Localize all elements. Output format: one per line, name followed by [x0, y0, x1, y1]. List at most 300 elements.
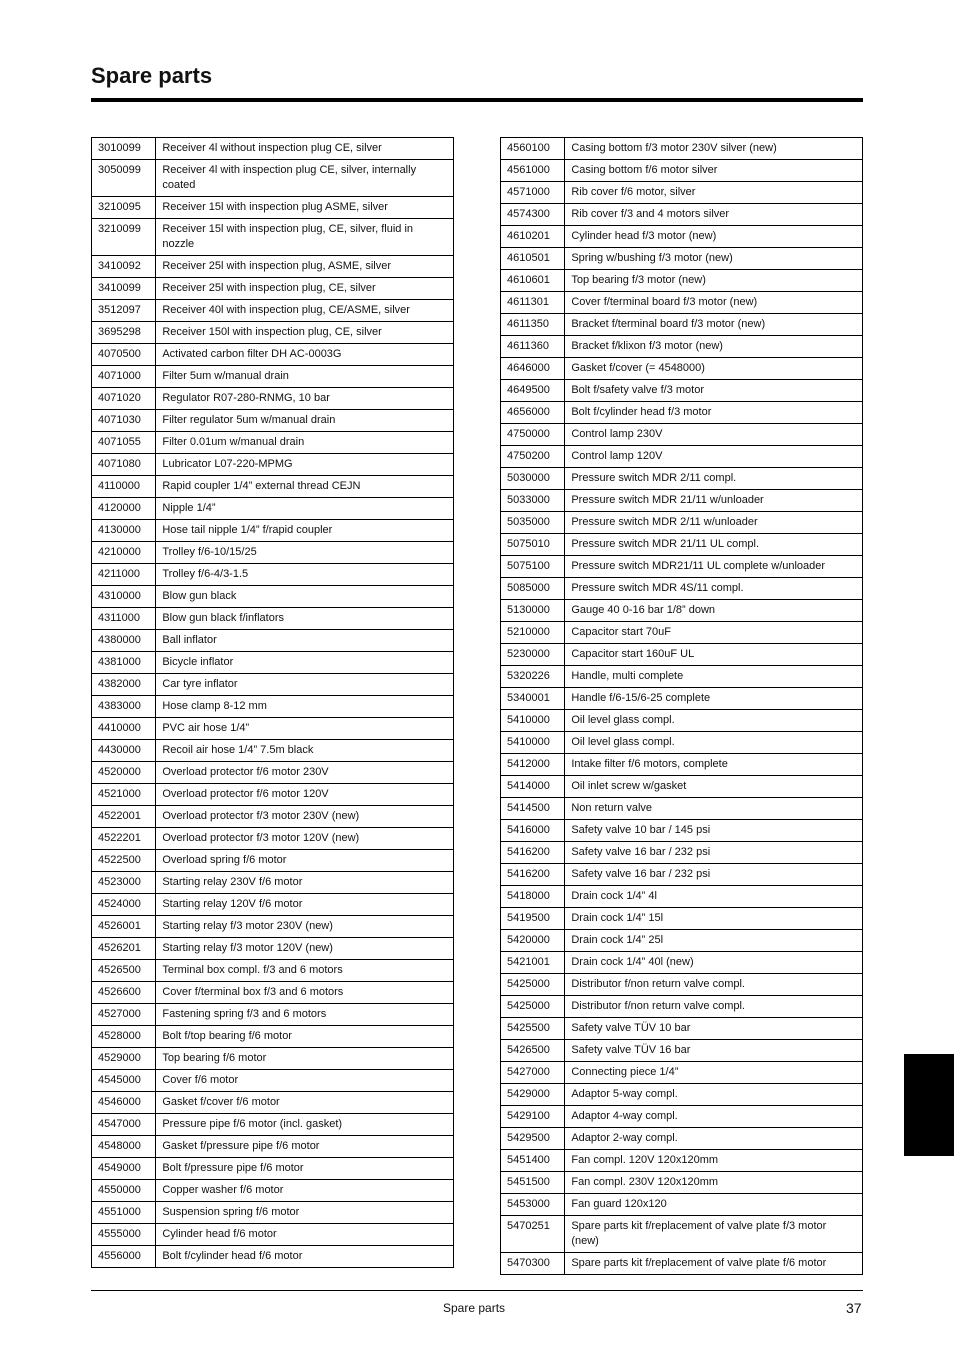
part-description: Gasket f/cover (= 4548000): [565, 358, 863, 380]
part-number: 4527000: [92, 1004, 156, 1026]
table-row: [501, 1172, 863, 1194]
part-number: 4430000: [92, 740, 156, 762]
parts-table-right: [500, 137, 863, 1275]
part-number: 5416200: [501, 864, 565, 886]
part-number: 4571000: [501, 182, 565, 204]
part-description: PVC air hose 1/4”: [156, 718, 454, 740]
part-description: Pressure switch MDR 2/11 compl.: [565, 468, 863, 490]
part-number: 3512097: [92, 300, 156, 322]
part-number: 4555000: [92, 1224, 156, 1246]
table-row: [501, 512, 863, 534]
table-row: [501, 204, 863, 226]
part-number: 3050099: [92, 160, 156, 197]
table-row: [501, 864, 863, 886]
table-row: [92, 432, 454, 454]
part-description: Gauge 40 0-16 bar 1/8” down: [565, 600, 863, 622]
table-row: [501, 270, 863, 292]
part-number: 5421001: [501, 952, 565, 974]
part-number: 5418000: [501, 886, 565, 908]
part-number: 4649500: [501, 380, 565, 402]
part-description: Capacitor start 70uF: [565, 622, 863, 644]
table-row: [92, 982, 454, 1004]
table-row: [92, 1136, 454, 1158]
part-number: 4526001: [92, 916, 156, 938]
table-row: [92, 256, 454, 278]
table-row: [501, 930, 863, 952]
part-number: 5414000: [501, 776, 565, 798]
table-row: [92, 520, 454, 542]
part-description: Control lamp 230V: [565, 424, 863, 446]
part-description: Handle, multi complete: [565, 666, 863, 688]
part-description: Rib cover f/3 and 4 motors silver: [565, 204, 863, 226]
part-description: Safety valve TÜV 10 bar: [565, 1018, 863, 1040]
table-row: [92, 1070, 454, 1092]
part-description: Starting relay 230V f/6 motor: [156, 872, 454, 894]
part-description: Pressure pipe f/6 motor (incl. gasket): [156, 1114, 454, 1136]
table-row: [501, 182, 863, 204]
part-description: Drain cock 1/4” 40l (new): [565, 952, 863, 974]
part-description: Receiver 25l with inspection plug, CE, silver: [156, 278, 454, 300]
part-number: 5030000: [501, 468, 565, 490]
part-description: Safety valve 16 bar / 232 psi: [565, 864, 863, 886]
table-row: [501, 600, 863, 622]
part-description: Pressure switch MDR 21/11 w/unloader: [565, 490, 863, 512]
table-row: [501, 402, 863, 424]
part-description: Bolt f/cylinder head f/6 motor: [156, 1246, 454, 1268]
part-number: 5033000: [501, 490, 565, 512]
table-row: [501, 578, 863, 600]
part-number: 3410092: [92, 256, 156, 278]
table-row: [92, 806, 454, 828]
part-number: 5425500: [501, 1018, 565, 1040]
part-number: 5340001: [501, 688, 565, 710]
part-number: 5035000: [501, 512, 565, 534]
part-description: Suspension spring f/6 motor: [156, 1202, 454, 1224]
table-row: [501, 534, 863, 556]
part-number: 4550000: [92, 1180, 156, 1202]
part-description: Recoil air hose 1/4” 7.5m black: [156, 740, 454, 762]
table-row: [92, 960, 454, 982]
part-description: Intake filter f/6 motors, complete: [565, 754, 863, 776]
table-row: [501, 798, 863, 820]
part-number: 4556000: [92, 1246, 156, 1268]
table-row: [501, 556, 863, 578]
table-row: [501, 754, 863, 776]
table-row: [92, 784, 454, 806]
part-number: 4610501: [501, 248, 565, 270]
part-number: 4520000: [92, 762, 156, 784]
table-row: [92, 872, 454, 894]
part-number: 5427000: [501, 1062, 565, 1084]
table-row: [501, 336, 863, 358]
part-description: Filter 5um w/manual drain: [156, 366, 454, 388]
table-row: [501, 1150, 863, 1172]
part-number: 4548000: [92, 1136, 156, 1158]
table-row: [92, 1224, 454, 1246]
part-number: 5416200: [501, 842, 565, 864]
part-description: Fan compl. 230V 120x120mm: [565, 1172, 863, 1194]
part-number: 4546000: [92, 1092, 156, 1114]
part-description: Receiver 15l with inspection plug ASME, silver: [156, 197, 454, 219]
part-description: Overload spring f/6 motor: [156, 850, 454, 872]
part-description: Lubricator L07-220-MPMG: [156, 454, 454, 476]
part-description: Activated carbon filter DH AC-0003G: [156, 344, 454, 366]
part-description: Starting relay f/3 motor 230V (new): [156, 916, 454, 938]
section-tab-marker: [904, 1054, 954, 1156]
table-row: [501, 1084, 863, 1106]
page-number: 37: [846, 1300, 862, 1316]
part-description: Oil inlet screw w/gasket: [565, 776, 863, 798]
part-description: Car tyre inflator: [156, 674, 454, 696]
part-description: Cover f/terminal box f/3 and 6 motors: [156, 982, 454, 1004]
part-description: Distributor f/non return valve compl.: [565, 974, 863, 996]
parts-table-right-body: [501, 138, 863, 1275]
table-row: [92, 542, 454, 564]
part-description: Bolt f/pressure pipe f/6 motor: [156, 1158, 454, 1180]
part-number: 5429100: [501, 1106, 565, 1128]
part-number: 5414500: [501, 798, 565, 820]
part-description: Overload protector f/3 motor 120V (new): [156, 828, 454, 850]
part-number: 4071020: [92, 388, 156, 410]
part-description: Gasket f/cover f/6 motor: [156, 1092, 454, 1114]
table-row: [92, 740, 454, 762]
table-row: [92, 1048, 454, 1070]
table-row: [501, 314, 863, 336]
part-description: Filter regulator 5um w/manual drain: [156, 410, 454, 432]
part-number: 4071030: [92, 410, 156, 432]
part-number: 4522201: [92, 828, 156, 850]
table-row: [92, 454, 454, 476]
table-row: [501, 1194, 863, 1216]
part-number: 4528000: [92, 1026, 156, 1048]
part-description: Gasket f/pressure pipe f/6 motor: [156, 1136, 454, 1158]
part-number: 5130000: [501, 600, 565, 622]
part-number: 5420000: [501, 930, 565, 952]
part-number: 4656000: [501, 402, 565, 424]
part-description: Spare parts kit f/replacement of valve plate f/6 motor: [565, 1253, 863, 1275]
part-number: 4210000: [92, 542, 156, 564]
part-number: 4646000: [501, 358, 565, 380]
part-description: Drain cock 1/4” 15l: [565, 908, 863, 930]
part-description: Pressure switch MDR 4S/11 compl.: [565, 578, 863, 600]
part-description: Receiver 40l with inspection plug, CE/ASME, silver: [156, 300, 454, 322]
part-number: 4526500: [92, 960, 156, 982]
table-row: [501, 622, 863, 644]
part-description: Pressure switch MDR21/11 UL complete w/unloader: [565, 556, 863, 578]
part-description: Fastening spring f/3 and 6 motors: [156, 1004, 454, 1026]
part-description: Oil level glass compl.: [565, 710, 863, 732]
part-number: 4611350: [501, 314, 565, 336]
part-description: Blow gun black: [156, 586, 454, 608]
part-number: 5451500: [501, 1172, 565, 1194]
part-number: 5453000: [501, 1194, 565, 1216]
part-description: Copper washer f/6 motor: [156, 1180, 454, 1202]
part-description: Nipple 1/4”: [156, 498, 454, 520]
parts-table-left: [91, 137, 454, 1268]
part-description: Connecting piece 1/4”: [565, 1062, 863, 1084]
part-number: 4381000: [92, 652, 156, 674]
table-row: [92, 138, 454, 160]
table-row: [501, 776, 863, 798]
table-row: [501, 842, 863, 864]
part-description: Overload protector f/6 motor 230V: [156, 762, 454, 784]
table-row: [92, 718, 454, 740]
table-row: [501, 380, 863, 402]
part-number: 5426500: [501, 1040, 565, 1062]
part-number: 5470300: [501, 1253, 565, 1275]
part-number: 5085000: [501, 578, 565, 600]
page-title: Spare parts: [91, 63, 213, 88]
part-description: Bolt f/top bearing f/6 motor: [156, 1026, 454, 1048]
part-description: Top bearing f/6 motor: [156, 1048, 454, 1070]
table-row: [92, 564, 454, 586]
part-number: 3210095: [92, 197, 156, 219]
table-row: [501, 160, 863, 182]
table-row: [92, 762, 454, 784]
table-row: [501, 908, 863, 930]
table-row: [501, 710, 863, 732]
part-description: Trolley f/6-4/3-1.5: [156, 564, 454, 586]
part-number: 4610201: [501, 226, 565, 248]
part-description: Drain cock 1/4” 4l: [565, 886, 863, 908]
part-number: 5230000: [501, 644, 565, 666]
part-description: Casing bottom f/3 motor 230V silver (new): [565, 138, 863, 160]
part-description: Hose clamp 8-12 mm: [156, 696, 454, 718]
part-number: 4526201: [92, 938, 156, 960]
part-number: 4120000: [92, 498, 156, 520]
part-number: 5416000: [501, 820, 565, 842]
part-description: Bolt f/safety valve f/3 motor: [565, 380, 863, 402]
part-description: Receiver 15l with inspection plug, CE, silver, fluid in nozzle: [156, 219, 454, 256]
table-row: [501, 226, 863, 248]
table-row: [501, 292, 863, 314]
table-row: [501, 1106, 863, 1128]
table-row: [501, 820, 863, 842]
part-description: Distributor f/non return valve compl.: [565, 996, 863, 1018]
part-description: Bolt f/cylinder head f/3 motor: [565, 402, 863, 424]
part-description: Filter 0.01um w/manual drain: [156, 432, 454, 454]
part-number: 4524000: [92, 894, 156, 916]
part-description: Casing bottom f/6 motor silver: [565, 160, 863, 182]
part-number: 4071055: [92, 432, 156, 454]
part-description: Starting relay f/3 motor 120V (new): [156, 938, 454, 960]
part-description: Fan compl. 120V 120x120mm: [565, 1150, 863, 1172]
part-number: 4750200: [501, 446, 565, 468]
table-row: [501, 424, 863, 446]
part-number: 5425000: [501, 974, 565, 996]
table-row: [501, 1040, 863, 1062]
part-description: Ball inflator: [156, 630, 454, 652]
part-description: Non return valve: [565, 798, 863, 820]
table-row: [501, 666, 863, 688]
part-number: 4549000: [92, 1158, 156, 1180]
part-number: 4310000: [92, 586, 156, 608]
table-row: [92, 1180, 454, 1202]
part-description: Oil level glass compl.: [565, 732, 863, 754]
part-description: Cylinder head f/6 motor: [156, 1224, 454, 1246]
part-description: Safety valve 10 bar / 145 psi: [565, 820, 863, 842]
table-row: [501, 688, 863, 710]
table-row: [92, 586, 454, 608]
part-number: 3410099: [92, 278, 156, 300]
parts-table-left-body: [92, 138, 454, 1268]
table-row: [92, 828, 454, 850]
part-description: Adaptor 2-way compl.: [565, 1128, 863, 1150]
table-row: [501, 1018, 863, 1040]
part-number: 3695298: [92, 322, 156, 344]
table-row: [501, 1128, 863, 1150]
part-number: 4574300: [501, 204, 565, 226]
table-row: [92, 674, 454, 696]
part-description: Cylinder head f/3 motor (new): [565, 226, 863, 248]
part-description: Hose tail nipple 1/4” f/rapid coupler: [156, 520, 454, 542]
part-number: 4522500: [92, 850, 156, 872]
table-row: [92, 916, 454, 938]
table-row: [501, 1253, 863, 1275]
part-number: 4610601: [501, 270, 565, 292]
part-number: 4382000: [92, 674, 156, 696]
table-row: [92, 1092, 454, 1114]
table-row: [92, 160, 454, 197]
part-number: 4545000: [92, 1070, 156, 1092]
table-row: [92, 696, 454, 718]
part-number: 4551000: [92, 1202, 156, 1224]
footer-label: Spare parts: [443, 1301, 506, 1315]
part-description: Rib cover f/6 motor, silver: [565, 182, 863, 204]
part-number: 5410000: [501, 710, 565, 732]
title-rule: [91, 98, 863, 102]
table-row: [501, 886, 863, 908]
table-row: [92, 1026, 454, 1048]
table-row: [501, 490, 863, 512]
part-number: 4750000: [501, 424, 565, 446]
table-row: [92, 278, 454, 300]
part-number: 5075100: [501, 556, 565, 578]
part-description: Receiver 150l with inspection plug, CE, silver: [156, 322, 454, 344]
table-row: [501, 732, 863, 754]
part-number: 3010099: [92, 138, 156, 160]
part-number: 4070500: [92, 344, 156, 366]
table-row: [92, 410, 454, 432]
table-row: [501, 138, 863, 160]
table-row: [501, 996, 863, 1018]
part-number: 5425000: [501, 996, 565, 1018]
part-description: Spare parts kit f/replacement of valve plate f/3 motor (new): [565, 1216, 863, 1253]
table-row: [92, 344, 454, 366]
table-row: [92, 322, 454, 344]
table-row: [92, 1202, 454, 1224]
part-description: Regulator R07-280-RNMG, 10 bar: [156, 388, 454, 410]
table-row: [92, 938, 454, 960]
part-number: 5412000: [501, 754, 565, 776]
part-description: Bracket f/klixon f/3 motor (new): [565, 336, 863, 358]
part-description: Handle f/6-15/6-25 complete: [565, 688, 863, 710]
part-number: 5320226: [501, 666, 565, 688]
part-number: 4071080: [92, 454, 156, 476]
part-number: 4561000: [501, 160, 565, 182]
part-description: Trolley f/6-10/15/25: [156, 542, 454, 564]
table-row: [92, 197, 454, 219]
table-row: [501, 952, 863, 974]
table-row: [92, 388, 454, 410]
part-description: Blow gun black f/inflators: [156, 608, 454, 630]
part-description: Top bearing f/3 motor (new): [565, 270, 863, 292]
table-row: [501, 974, 863, 996]
part-number: 4560100: [501, 138, 565, 160]
part-number: 4523000: [92, 872, 156, 894]
part-number: 3210099: [92, 219, 156, 256]
part-description: Fan guard 120x120: [565, 1194, 863, 1216]
table-row: [92, 850, 454, 872]
part-description: Bicycle inflator: [156, 652, 454, 674]
table-row: [501, 1216, 863, 1253]
part-description: Safety valve TÜV 16 bar: [565, 1040, 863, 1062]
part-description: Drain cock 1/4” 25l: [565, 930, 863, 952]
table-row: [92, 894, 454, 916]
part-number: 5210000: [501, 622, 565, 644]
part-number: 4071000: [92, 366, 156, 388]
part-number: 4211000: [92, 564, 156, 586]
table-row: [92, 630, 454, 652]
part-number: 4410000: [92, 718, 156, 740]
table-row: [92, 219, 454, 256]
part-number: 5470251: [501, 1216, 565, 1253]
part-number: 4611360: [501, 336, 565, 358]
part-description: Pressure switch MDR 2/11 w/unloader: [565, 512, 863, 534]
part-description: Pressure switch MDR 21/11 UL compl.: [565, 534, 863, 556]
part-number: 4547000: [92, 1114, 156, 1136]
table-row: [501, 358, 863, 380]
part-number: 4130000: [92, 520, 156, 542]
part-description: Overload protector f/3 motor 230V (new): [156, 806, 454, 828]
part-number: 4529000: [92, 1048, 156, 1070]
part-description: Spring w/bushing f/3 motor (new): [565, 248, 863, 270]
part-number: 5075010: [501, 534, 565, 556]
table-row: [92, 1114, 454, 1136]
part-number: 5429500: [501, 1128, 565, 1150]
part-number: 4110000: [92, 476, 156, 498]
part-description: Terminal box compl. f/3 and 6 motors: [156, 960, 454, 982]
footer-rule: [91, 1290, 863, 1291]
part-number: 4521000: [92, 784, 156, 806]
part-number: 5429000: [501, 1084, 565, 1106]
table-row: [92, 300, 454, 322]
part-number: 4526600: [92, 982, 156, 1004]
part-description: Safety valve 16 bar / 232 psi: [565, 842, 863, 864]
part-description: Cover f/6 motor: [156, 1070, 454, 1092]
table-row: [92, 1158, 454, 1180]
table-row: [92, 1246, 454, 1268]
part-number: 5451400: [501, 1150, 565, 1172]
part-description: Rapid coupler 1/4” external thread CEJN: [156, 476, 454, 498]
part-description: Bracket f/terminal board f/3 motor (new): [565, 314, 863, 336]
table-row: [92, 1004, 454, 1026]
table-row: [501, 1062, 863, 1084]
table-row: [92, 608, 454, 630]
part-description: Receiver 4l with inspection plug CE, silver, internally coated: [156, 160, 454, 197]
part-number: 4311000: [92, 608, 156, 630]
table-row: [92, 652, 454, 674]
table-row: [92, 498, 454, 520]
table-row: [501, 446, 863, 468]
part-number: 5410000: [501, 732, 565, 754]
part-description: Adaptor 4-way compl.: [565, 1106, 863, 1128]
part-number: 4383000: [92, 696, 156, 718]
part-description: Capacitor start 160uF UL: [565, 644, 863, 666]
part-description: Adaptor 5-way compl.: [565, 1084, 863, 1106]
part-description: Overload protector f/6 motor 120V: [156, 784, 454, 806]
table-row: [501, 248, 863, 270]
